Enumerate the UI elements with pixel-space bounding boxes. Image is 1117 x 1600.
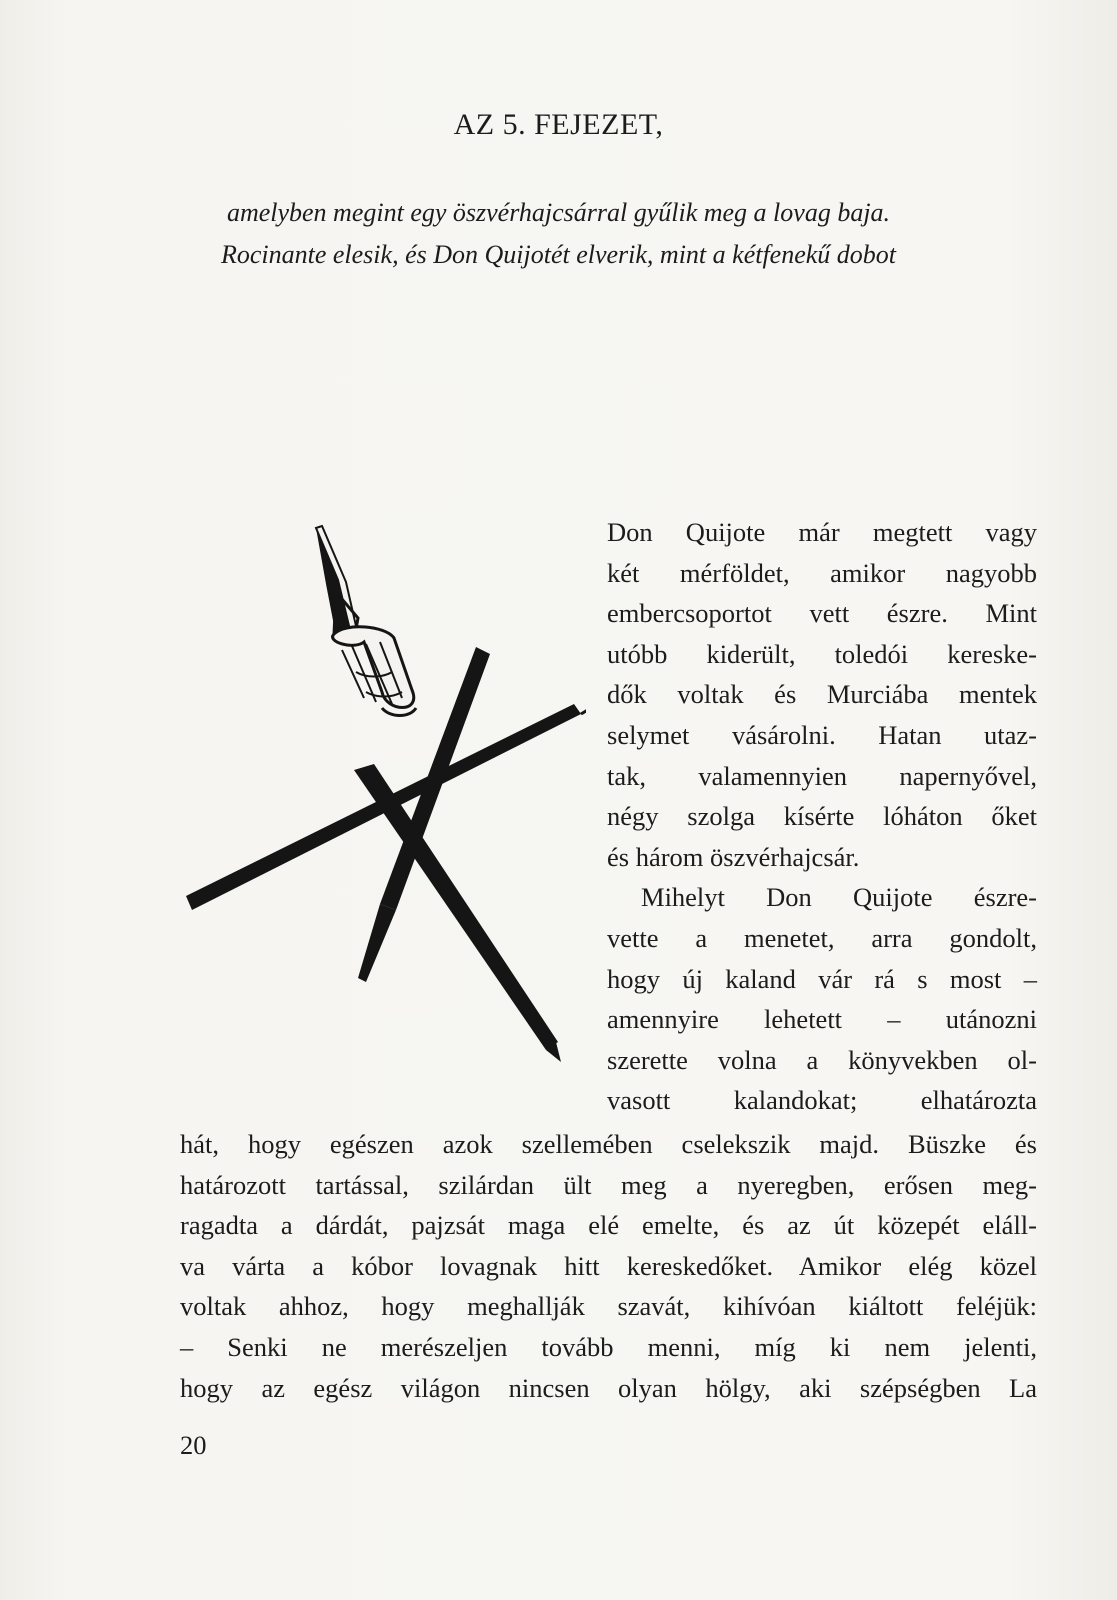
quill-pen-crossed-lance-icon — [186, 522, 586, 1082]
subtitle-line-2: Rocinante elesik, és Don Quijotét elverik, mint a kétfenekű dobot — [220, 240, 897, 269]
text-line: amennyire lehetett – utánozni — [607, 1004, 1037, 1035]
text-line: hát, hogy egészen azok szellemében cselekszik majd. Büszke és — [180, 1129, 1037, 1159]
text-line: vasott kalandokat; elhatározta — [607, 1085, 1037, 1116]
text-line: hogy az egész világon nincsen olyan hölgy, aki szépségben La — [180, 1372, 1037, 1403]
text-line: szerette volna a könyvekben ol- — [607, 1044, 1037, 1075]
text-line: Mihelyt Don Quijote észre- — [641, 882, 1037, 913]
subtitle-line-1: amelyben megint egy öszvérhajcsárral gyűlik meg a lovag baja. — [226, 198, 891, 227]
text-line: utóbb kiderült, toledói kereske- — [607, 638, 1037, 669]
text-line: tak, valamennyien napernyővel, — [607, 760, 1037, 791]
text-line: határozott tartással, szilárdan ült meg a nyeregben, erősen meg- — [180, 1169, 1037, 1200]
text-line: Don Quijote már megtett vagy — [607, 517, 1037, 547]
right-column-text — [607, 512, 1037, 1121]
chapter-subtitle — [0, 192, 1117, 276]
text-line: va várta a kóbor lovagnak hitt kereskedőket. Amikor elég közel — [180, 1250, 1037, 1281]
text-line: ragadta a dárdát, pajzsát maga elé emelte, és az út közepét eláll- — [180, 1210, 1037, 1241]
text-line: hogy új kaland vár rá s most – — [607, 963, 1037, 994]
text-line: négy szolga kísérte lóháton őket — [607, 801, 1037, 832]
page-number: 20 — [180, 1430, 207, 1460]
text-line: embercsoportot vett észre. Mint — [607, 598, 1037, 629]
text-line: és három öszvérhajcsár. — [607, 841, 860, 872]
text-line: vette a menetet, arra gondolt, — [607, 922, 1037, 953]
full-width-text — [180, 1124, 1037, 1408]
text-line: dők voltak és Murciába mentek — [607, 679, 1037, 710]
text-line: selymet vásárolni. Hatan utaz- — [607, 719, 1037, 750]
text-line: voltak ahhoz, hogy meghallják szavát, kihívóan kiáltott feléjük: — [180, 1291, 1037, 1322]
text-line: két mérföldet, amikor nagyobb — [607, 557, 1037, 588]
text-line: – Senki ne merészeljen tovább menni, míg ki nem jelenti, — [180, 1331, 1037, 1362]
chapter-title: AZ 5. FEJEZET, — [453, 108, 664, 141]
